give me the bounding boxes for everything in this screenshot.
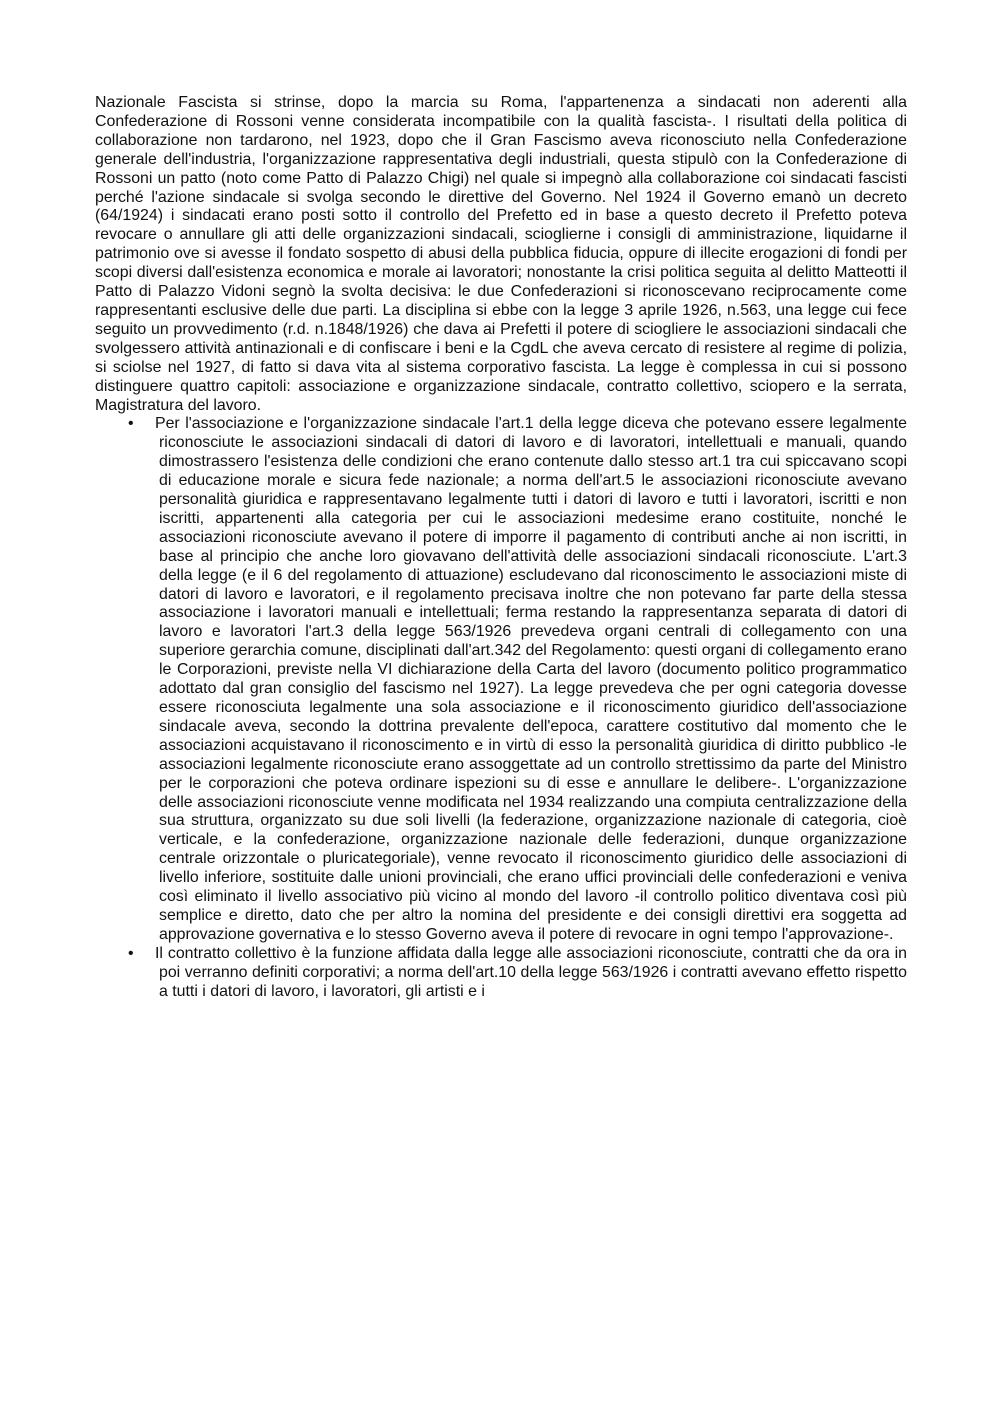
document-body [95,94,907,1002]
bullet-item-associazione [95,415,907,944]
bullet-item-contratto-collettivo [95,945,907,1002]
bullet-text-contratto-collettivo: Il contratto collettivo è la funzione affidata dalla legge alle associazioni riconosciute, contratti che da ora in poi verranno definiti corporativi; a norma dell'art.10 della legge 563/1926 i contratti avevano effetto rispetto a tutti i datori di lavoro, i lavoratori, gli artisti e i [155,944,907,1000]
bullet-list [95,415,907,1001]
intro-paragraph: Nazionale Fascista si strinse, dopo la marcia su Roma, l'appartenenza a sindacati non aderenti alla Confederazione di Rossoni venne considerata incompatibile con la qualità fascista-. I risultati della politica di collaborazione non tardarono, nel 1923, dopo che il Gran Fascismo aveva riconosciuto nella Confederazione generale dell'industria, l'organizzazione rappresentativa degli industriali, questa stipulò con la Confederazione di Rossoni un patto (noto come Patto di Palazzo Chigi) nel quale si impegnò alla collaborazione coi sindacati fascisti perché l'azione sindacale si svolga secondo le direttive del Governo. Nel 1924 il Governo emanò un decreto (64/1924) i sindacati erano posti sotto il controllo del Prefetto ed in base a questo decreto il Prefetto poteva revocare o annullare gli atti delle organizzazioni sindacali, scioglierne i consigli di amministrazione, liquidarne il patrimonio ove si avesse il fondato sospetto di abusi della pubblica fiducia, oppure di illecite erogazioni di fondi per scopi diversi dall'esistenza economica e morale ai lavoratori; nonostante la crisi politica seguita al delitto Matteotti il Patto di Palazzo Vidoni segnò la svolta decisiva: le due Confederazioni si riconoscevano reciprocamente come rappresentanti esclusive delle due parti. La disciplina si ebbe con la legge 3 aprile 1926, n.563, una legge cui fece seguito un provvedimento (r.d. n.1848/1926) che dava ai Prefetti il potere di sciogliere le associazioni sindacali che svolgessero attività antinazionali e di confiscare i beni e la CgdL che aveva cercato di resistere al regime di polizia, si sciolse nel 1927, di fatto si dava vita al sistema corporativo fascista. La legge è complessa in cui si possono distinguere quattro capitoli: associazione e organizzazione sindacale, contratto collettivo, sciopero e la serrata, Magistratura del lavoro. [95,94,907,414]
bullet-text-associazione: Per l'associazione e l'organizzazione sindacale l'art.1 della legge diceva che potevano essere legalmente riconosciute le associazioni sindacali di datori di lavoro e di lavoratori, intellettuali e manuali, quando dimostrassero l'esistenza delle condizioni che erano contenute dallo stesso art.1 tra cui spiccavano scopi di educazione morale e sicura fede nazionale; a norma dell'art.5 le associazioni riconosciute avevano personalità giuridica e rappresentavano legalmente tutti i datori di lavoro e tutti i lavoratori, iscritti e non iscritti, appartenenti alla categoria per cui le associazioni medesime erano costituite, nonché le associazioni riconosciute avevano il potere di imporre il pagamento di contributi anche ai non iscritti, in base al principio che anche loro giovavano dell'attività delle associazioni sindacali riconosciute. L'art.3 della legge (e il 6 del regolamento di attuazione) escludevano dal riconoscimento le associazioni miste di datori di lavoro e lavoratori, e il regolamento precisava inoltre che non potevano far parte della stessa associazione i lavoratori manuali e intellettuali; ferma restando la rappresentanza separata di datori di lavoro e lavoratori l'art.3 della legge 563/1926 prevedeva organi centrali di collegamento con una superiore gerarchia comune, disciplinati dall'art.342 del Regolamento: questi organi di collegamento erano le Corporazioni, previste nella VI dichiarazione della Carta del lavoro (documento politico programmatico adottato dal gran consiglio del fascismo nel 1927). La legge prevedeva che per ogni categoria dovesse essere riconosciuta legalmente una sola associazione e il riconoscimento giuridico dell'associazione sindacale aveva, secondo la dottrina prevalente dell'epoca, carattere costitutivo dal momento che le associazioni acquistavano il riconoscimento e in virtù di esso la personalità giuridica di diritto pubblico -le associazioni legalmente riconosciute erano assoggettate ad un controllo strettissimo da parte del Ministro per le corporazioni che poteva ordinare ispezioni su di esse e annullare le delibere-. L'organizzazione delle associazioni riconosciute venne modificata nel 1934 realizzando una compiuta centralizzazione della sua struttura, organizzato su due soli livelli (la federazione, organizzazione nazionale di categoria, cioè verticale, e la confederazione, organizzazione nazionale delle federazioni, dunque organizzazione centrale orizzontale o pluricategoriale), venne revocato il riconoscimento giuridico delle associazioni di livello inferiore, sostituite dalle unioni provinciali, che erano uffici provinciali delle confederazioni e veniva così eliminato il livello associativo più vicino al mondo del lavoro -il controllo politico diventava così più semplice e diretto, dato che per altro la nomina del presidente e dei consigli direttivi era soggetta ad approvazione governativa e lo stesso Governo aveva il potere di revocare in ogni tempo l'approvazione-. [155,415,907,943]
bullet-icon: • [128,415,134,433]
bullet-icon: • [128,944,134,962]
